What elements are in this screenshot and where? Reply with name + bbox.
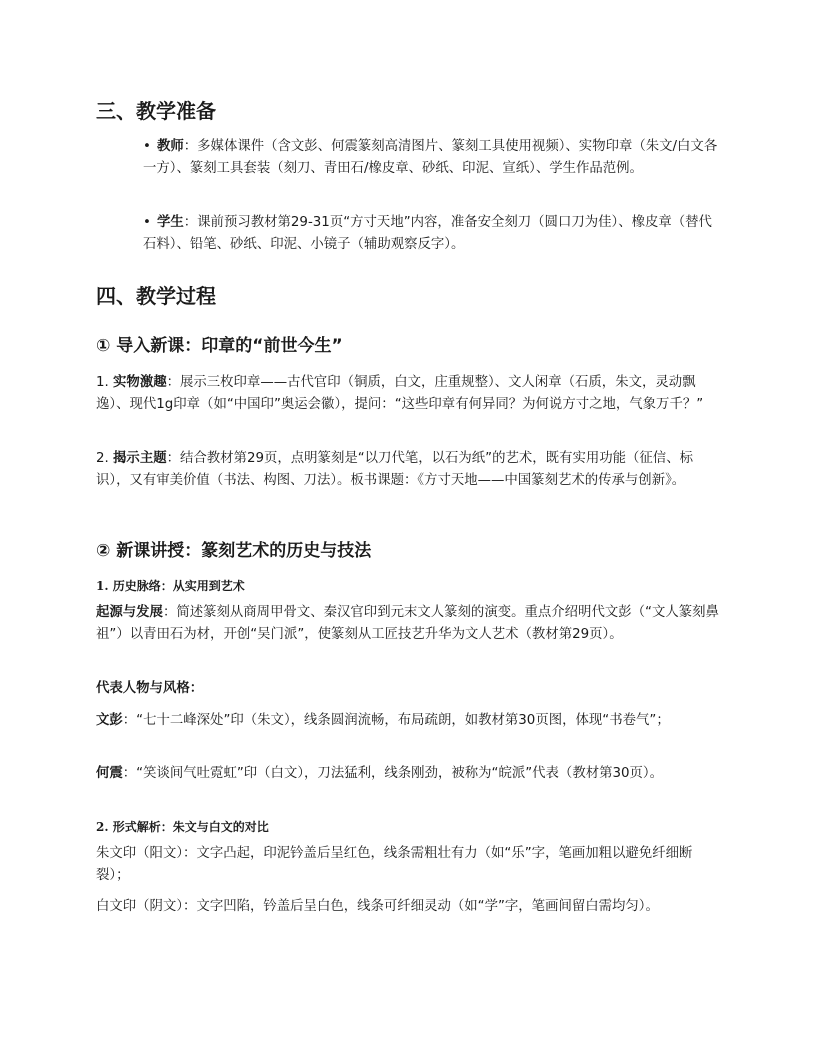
text-baiwen: ：文字凹陷，钤盖后呈白色，线条可纤细灵动（如“学”字，笔画间留白需均匀）。 — [183, 899, 659, 914]
list-number: 2. — [96, 451, 114, 466]
label-zhuwen: 朱文印（阳文） — [96, 846, 184, 861]
text-wenpeng: ：“七十二峰深处”印（朱文），线条圆润流畅，布局疏朗，如教材第30页图，体现“书卷气”； — [122, 713, 670, 728]
label-baiwen: 白文印（阴文） — [96, 899, 184, 914]
step-heading-lecture: ② 新课讲授：篆刻艺术的历史与技法 — [96, 541, 372, 561]
paragraph-hezhen — [96, 763, 720, 785]
text-origin: ：简述篆刻从商周甲骨文、秦汉官印到元末文人篆刻的演变。重点介绍明代文彭（“文人篆刻鼻祖”）以青田石为材，开创“吴门派”，使篆刻从工匠技艺升华为文人艺术（教材第29页）。 — [96, 605, 719, 642]
section-heading-process: 四、教学过程 — [96, 284, 216, 308]
label-shiwu: 实物激趣 — [113, 375, 167, 390]
label-representatives: 代表人物与风格： — [96, 681, 204, 696]
text-jieshi: ：结合教材第29页，点明篆刻是“以刀代笔，以石为纸”的艺术，既有实用功能（征信、标识），又有审美价值（书法、构图、刀法）。板书课题：《方寸天地——中国篆刻艺术的传承与创新》。 — [96, 451, 693, 488]
text-shiwu: ：展示三枚印章——古代官印（铜质，白文，庄重规整）、文人闲章（石质，朱文，灵动飘逸）、现代1g印章（如“中国印”奥运会徽），提问：“这些印章有何异同？为何说方寸之地，气象万千？” — [96, 375, 704, 412]
paragraph-intro-2 — [96, 448, 720, 492]
label-hezhen: 何震 — [96, 766, 123, 781]
step-heading-intro: ① 导入新课：印章的“前世今生” — [96, 336, 343, 356]
teacher-label: 教师 — [157, 139, 184, 154]
paragraph-intro-1 — [96, 372, 720, 416]
text-zhuwen: ：文字凸起，印泥钤盖后呈红色，线条需粗壮有力（如“乐”字，笔画加粗以避免纤细断裂）； — [96, 846, 693, 883]
paragraph-zhuwen — [96, 843, 720, 887]
paragraph-origin — [96, 602, 720, 646]
paragraph-baiwen — [96, 896, 720, 918]
list-item-student — [143, 212, 720, 256]
subheading-history: 1. 历史脉络：从实用到艺术 — [96, 579, 245, 593]
label-wenpeng: 文彭 — [96, 713, 123, 728]
paragraph-representatives — [96, 678, 720, 700]
bullet-icon: • — [143, 139, 151, 154]
text-hezhen: ：“笑谈间气吐霓虹”印（白文），刀法猛利，线条刚劲，被称为“皖派”代表（教材第30页）。 — [122, 766, 664, 781]
student-text: ：课前预习教材第29-31页“方寸天地”内容，准备安全刻刀（圆口刀为佳）、橡皮章（替代石料）、铅笔、砂纸、印泥、小镜子（辅助观察反字）。 — [143, 215, 712, 252]
student-label: 学生 — [157, 215, 184, 230]
section-heading-preparation: 三、教学准备 — [96, 99, 216, 123]
subheading-form: 2. 形式解析：朱文与白文的对比 — [96, 820, 269, 834]
label-jieshi: 揭示主题 — [113, 451, 167, 466]
teacher-text: ：多媒体课件（含文彭、何震篆刻高清图片、篆刻工具使用视频）、实物印章（朱文/白文各一方）、篆刻工具套装（刻刀、青田石/橡皮章、砂纸、印泥、宣纸）、学生作品范例。 — [143, 139, 718, 176]
list-item-teacher — [143, 136, 720, 180]
bullet-icon: • — [143, 215, 151, 230]
label-origin: 起源与发展 — [96, 605, 163, 620]
list-number: 1. — [96, 375, 114, 390]
paragraph-wenpeng — [96, 710, 720, 732]
